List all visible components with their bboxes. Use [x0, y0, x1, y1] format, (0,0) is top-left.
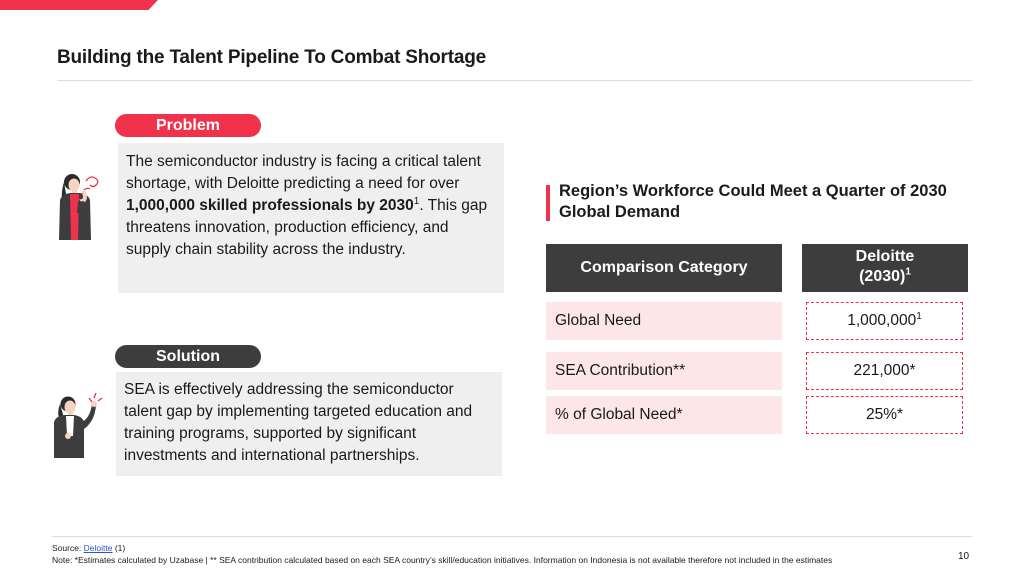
source-label: Source:: [52, 543, 84, 553]
solution-label: Solution: [115, 345, 261, 368]
page-title: Building the Talent Pipeline To Combat Shortage: [57, 47, 487, 68]
problem-footnote-ref: 1: [413, 195, 420, 207]
heading-accent-bar: [546, 185, 550, 221]
page-number: 10: [958, 551, 970, 562]
source-line: [52, 543, 125, 553]
value-text: 1,000,000: [847, 312, 917, 329]
problem-text-intro: The semiconductor industry is facing a critical talent shortage, with Deloitte predicting a need for over: [126, 153, 481, 192]
source-link-deloitte[interactable]: Deloitte: [83, 543, 113, 553]
problem-text-rest: . This gap threatens innovation, production efficiency, and supply chain stability across the industry.: [126, 197, 488, 258]
header-deloitte-2030: [802, 244, 968, 292]
footnote-note: Note: *Estimates calculated by Uzabase | ** SEA contribution calculated based on each SEA country’s skill/education initiatives. Information on Indonesia is not available therefore not included in the estimates: [52, 555, 833, 565]
footer-divider: [52, 536, 972, 537]
header-deloitte-line1: Deloitte: [855, 248, 915, 265]
row-category-percent-global-need: % of Global Need*: [546, 396, 782, 434]
problem-text-box: [118, 143, 504, 293]
problem-text-highlight: 1,000,000 skilled professionals by 2030: [126, 197, 414, 214]
solution-text-box: [116, 372, 502, 476]
row-category-sea-contribution: SEA Contribution**: [546, 352, 782, 390]
value-text: 25%*: [865, 406, 904, 423]
top-accent-bar: [0, 0, 158, 10]
row-value-percent-global-need: [806, 396, 963, 434]
problem-label: Problem: [115, 114, 261, 137]
value-footnote: 1: [916, 310, 922, 322]
row-value-sea-contribution: [806, 352, 963, 390]
idea-woman-icon: [46, 392, 104, 458]
row-category-global-need: Global Need: [546, 302, 782, 340]
header-comparison-category: Comparison Category: [546, 244, 782, 292]
title-divider: [57, 80, 972, 81]
header-deloitte-footnote: 1: [905, 266, 911, 278]
thinking-woman-icon: [48, 168, 104, 244]
header-deloitte-line2: (2030): [859, 268, 906, 285]
row-value-global-need: [806, 302, 963, 340]
value-text: 221,000*: [853, 362, 916, 379]
comparison-heading: Region’s Workforce Could Meet a Quarter of 2030 Global Demand: [559, 182, 947, 221]
solution-text: SEA is effectively addressing the semiconductor talent gap by implementing targeted education and training programs, supported by significant investments and international partnerships.: [124, 381, 473, 464]
source-ref: (1): [112, 543, 126, 553]
